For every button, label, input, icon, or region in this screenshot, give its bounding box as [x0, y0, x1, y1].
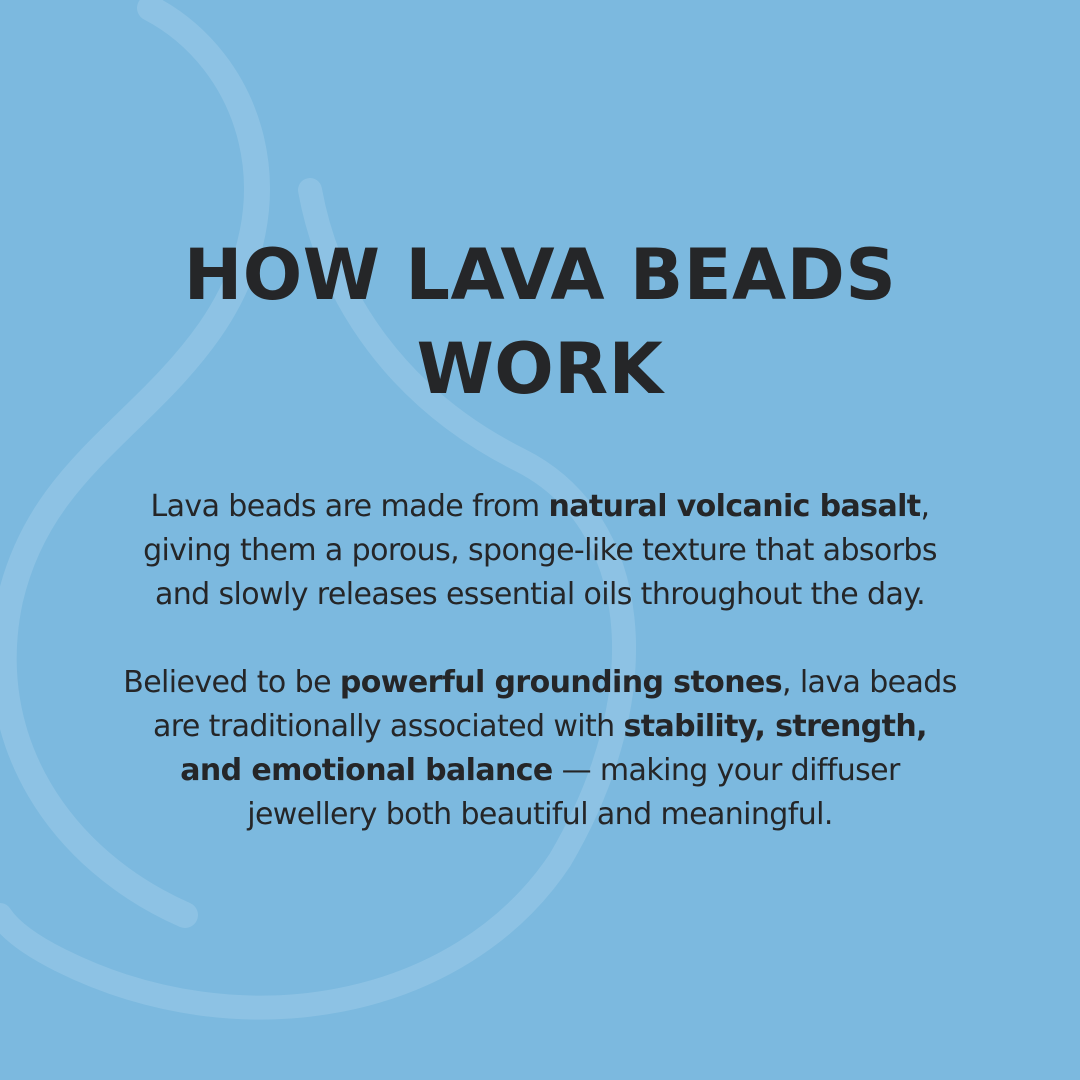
p1-text-2: giving them a porous, sponge-like texture that absorbs: [143, 533, 937, 568]
p2-bold-powerful-grounding-stones: powerful grounding stones: [339, 665, 782, 700]
p2-bold-emotional-balance: and emotional balance: [180, 753, 553, 788]
p1-bold-natural-volcanic-basalt: natural volcanic basalt: [548, 489, 921, 524]
p2-text-1a: Believed to be: [123, 665, 340, 700]
body-paragraph-1: [60, 485, 1020, 617]
p2-text-2a: are traditionally associated with: [153, 709, 624, 744]
p2-text-3b: — making your diffuser: [552, 753, 900, 788]
p2-text-4: jewellery both beautiful and meaningful.: [247, 797, 833, 832]
page-title: [90, 228, 990, 416]
p1-text-3: and slowly releases essential oils throughout the day.: [154, 577, 926, 612]
p1-text-1a: Lava beads are made from: [150, 489, 549, 524]
p2-text-1b: , lava beads: [781, 665, 957, 700]
body-paragraph-2: [60, 661, 1020, 837]
title-line-2: WORK: [416, 328, 664, 410]
p1-text-1b: ,: [920, 489, 930, 524]
p2-bold-stability-strength: stability, strength,: [623, 709, 927, 744]
title-line-1: HOW LAVA BEADS: [183, 234, 897, 316]
